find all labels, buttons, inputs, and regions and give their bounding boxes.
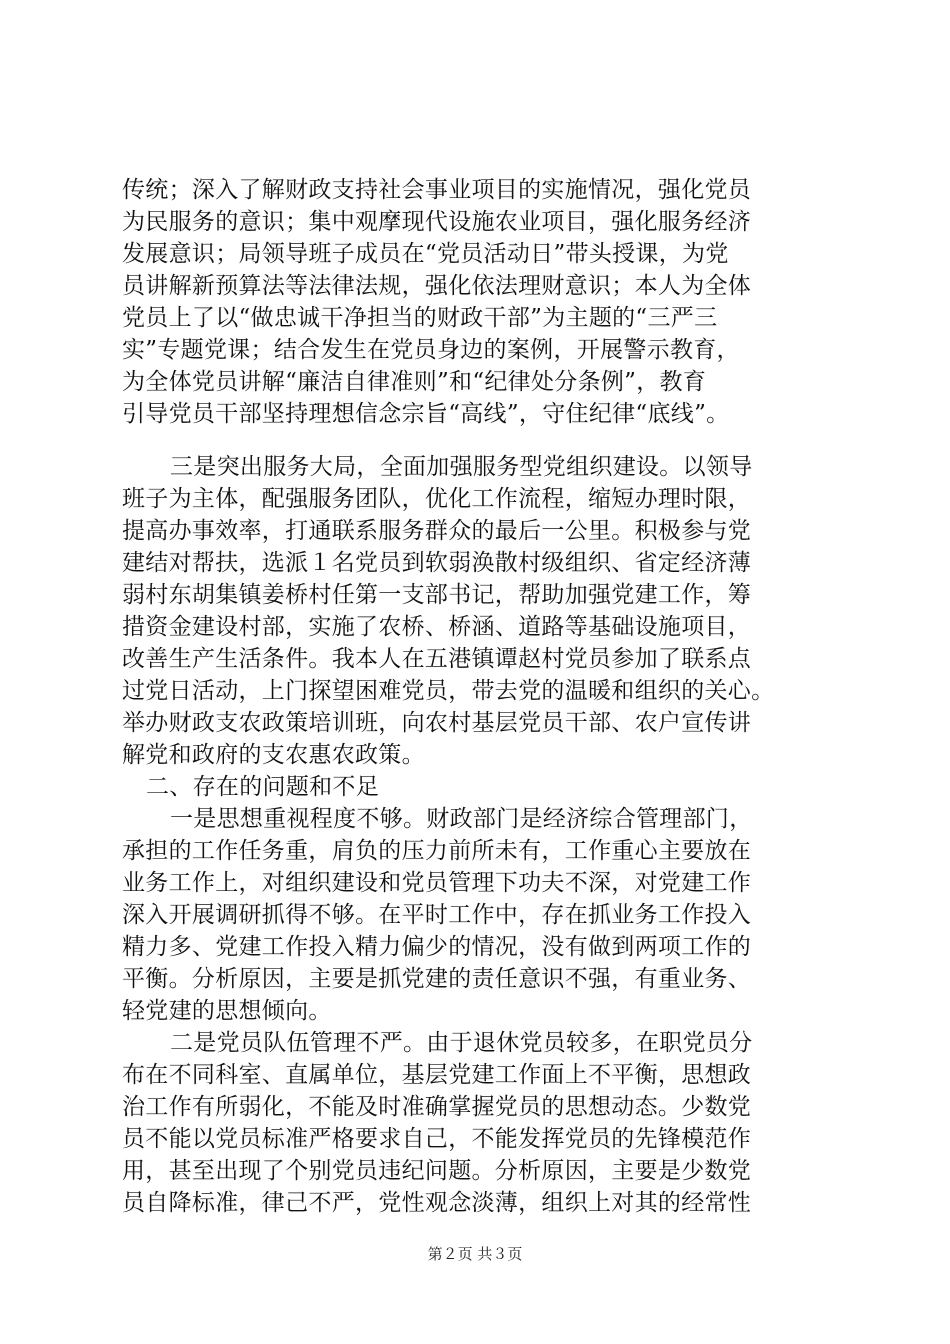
text-line: 传统；深入了解财政支持社会事业项目的实施情况，强化党员 [122, 177, 752, 203]
text-line: 改善生产生活条件。我本人在五港镇谭赵村党员参加了联系点 [122, 646, 752, 672]
paragraph-first-line: 三是突出服务大局，全面加强服务型党组织建设。以领导 [170, 454, 753, 480]
text-line: 引导党员干部坚持理想信念宗旨“高线”，守住纪律“底线”。 [122, 401, 730, 427]
text-line: 解党和政府的支农惠农政策。 [122, 742, 425, 768]
text-line: 班子为主体，配强服务团队，优化工作流程，缩短办理时限， [122, 486, 752, 512]
text-line: 措资金建设村部，实施了农桥、桥涵、道路等基础设施项目， [122, 614, 752, 640]
text-line: 用，甚至出现了个别党员违纪问题。分析原因，主要是少数党 [122, 1158, 752, 1184]
text-line: 为民服务的意识；集中观摩现代设施农业项目，强化服务经济 [122, 209, 752, 235]
text-line: 平衡。分析原因，主要是抓党建的责任意识不强，有重业务、 [122, 966, 752, 992]
text-line: 布在不同科室、直属单位，基层党建工作面上不平衡，思想政 [122, 1062, 752, 1088]
text-line: 深入开展调研抓得不够。在平时工作中，存在抓业务工作投入 [122, 902, 752, 928]
text-line: 过党日活动，上门探望困难党员，带去党的温暖和组织的关心。 [122, 678, 775, 704]
page-number-footer: 第２页 共３页 [427, 1245, 523, 1263]
text-line: 发展意识；局领导班子成员在“党员活动日”带头授课，为党 [122, 241, 729, 267]
text-line: 精力多、党建工作投入精力偏少的情况，没有做到两项工作的 [122, 934, 752, 960]
text-line: 为全体党员讲解“廉洁自律准则”和“纪律处分条例”，教育 [122, 369, 707, 395]
text-line: 弱村东胡集镇姜桥村任第一支部书记，帮助加强党建工作，筹 [122, 582, 752, 608]
text-line: 党员上了以“做忠诚干净担当的财政干部”为主题的“三严三 [122, 305, 718, 331]
text-line: 举办财政支农政策培训班，向农村基层党员干部、农户宣传讲 [122, 710, 752, 736]
paragraph-first-line: 一是思想重视程度不够。财政部门是经济综合管理部门， [170, 806, 753, 832]
text-line: 建结对帮扶，选派１名党员到软弱涣散村级组织、省定经济薄 [122, 550, 752, 576]
text-line: 实”专题党课；结合发生在党员身边的案例，开展警示教育， [122, 337, 740, 363]
text-line: 轻党建的思想倾向。 [122, 998, 332, 1024]
text-line: 承担的工作任务重，肩负的压力前所未有，工作重心主要放在 [122, 838, 752, 864]
text-line: 员讲解新预算法等法律法规，强化依法理财意识；本人为全体 [122, 273, 752, 299]
text-line: 业务工作上，对组织建设和党员管理下功夫不深，对党建工作 [122, 870, 752, 896]
text-line: 员不能以党员标准严格要求自己，不能发挥党员的先锋模范作 [122, 1126, 752, 1152]
text-line: 提高办事效率，打通联系服务群众的最后一公里。积极参与党 [122, 518, 752, 544]
text-line: 员自降标准，律己不严，党性观念淡薄，组织上对其的经常性 [122, 1190, 752, 1216]
paragraph-first-line: 二是党员队伍管理不严。由于退休党员较多，在职党员分 [170, 1030, 753, 1056]
text-line: 治工作有所弱化，不能及时准确掌握党员的思想动态。少数党 [122, 1094, 752, 1120]
section-heading: 二、存在的问题和不足 [146, 774, 379, 800]
